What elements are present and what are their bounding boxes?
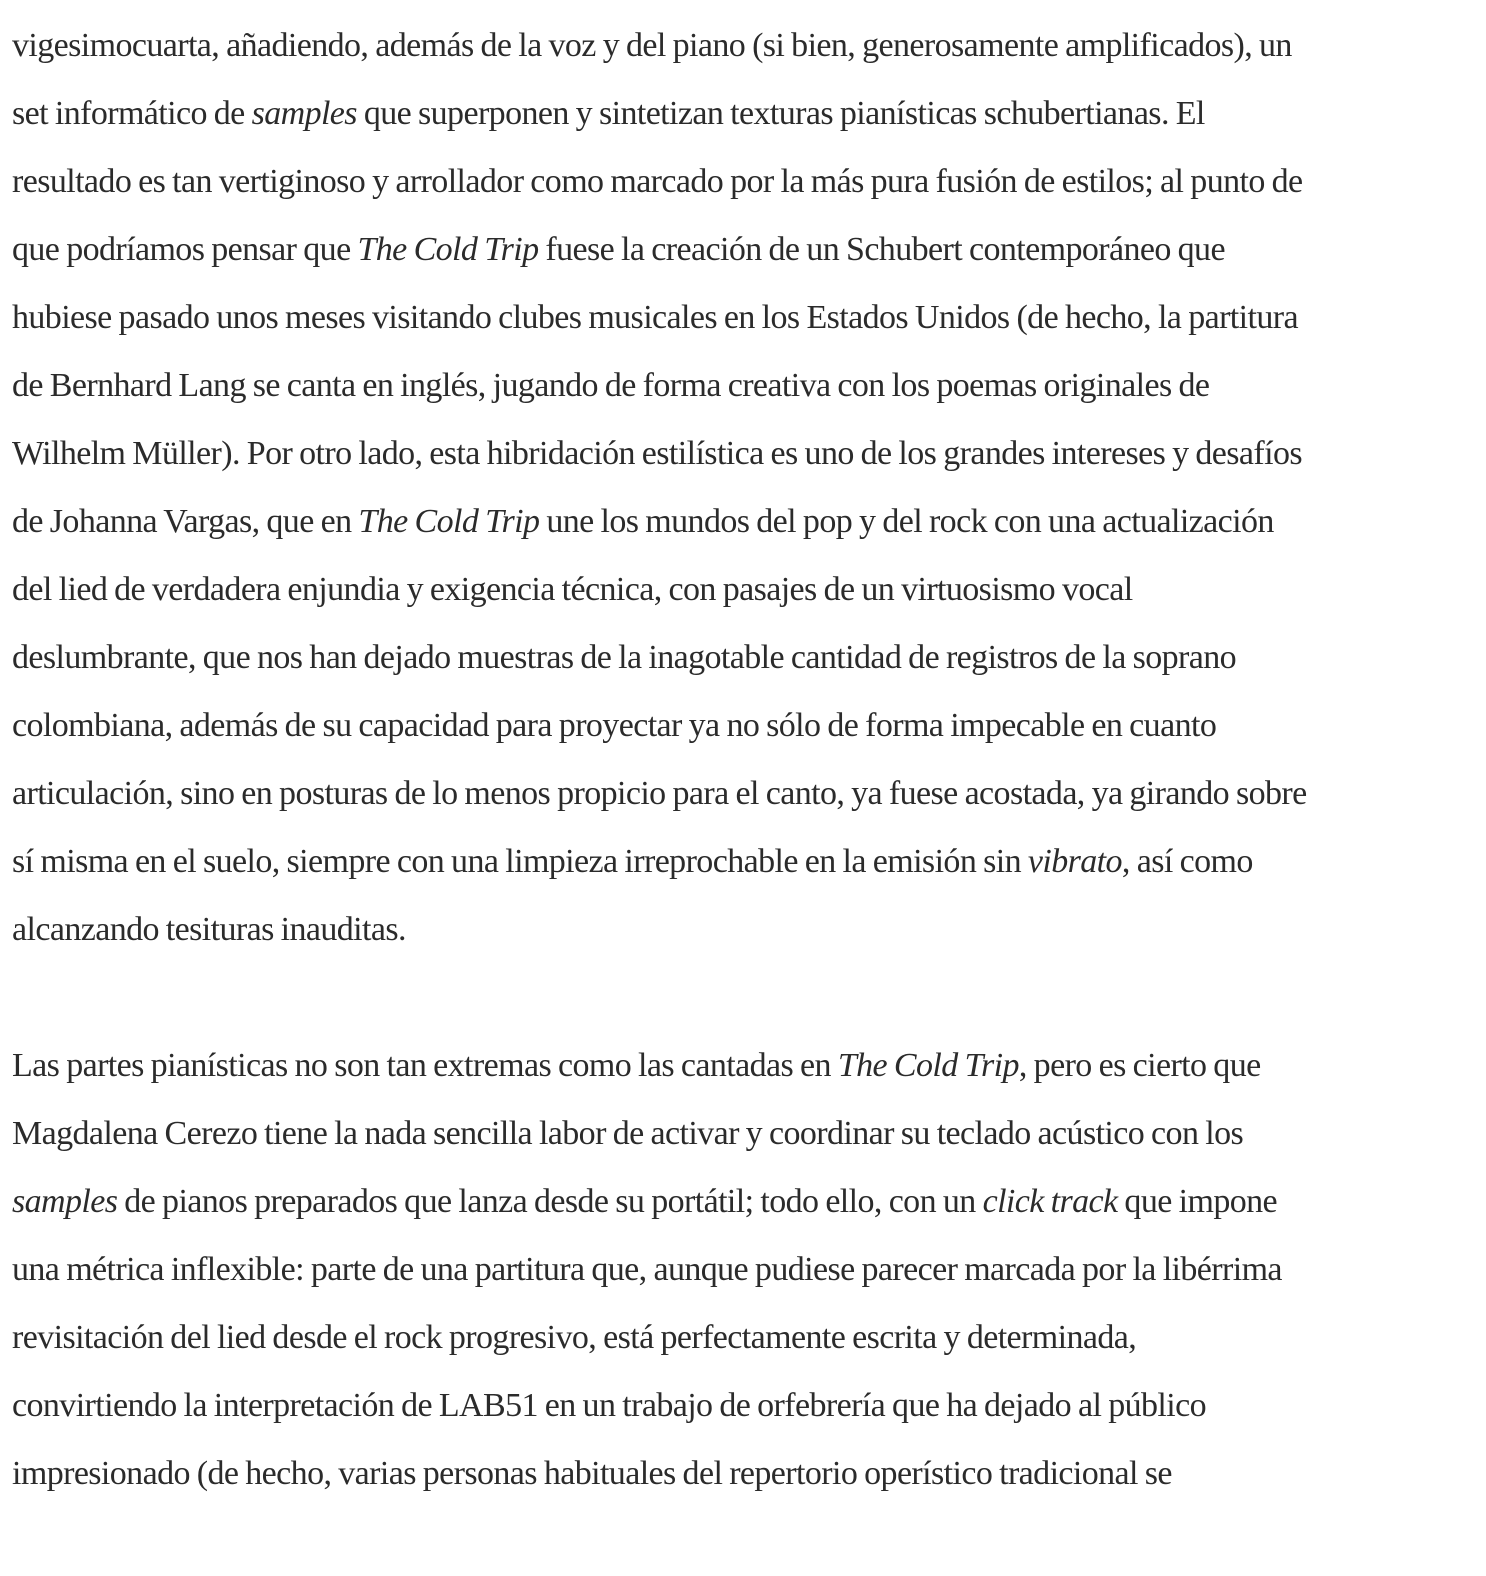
text-line (12, 12, 1472, 80)
italic-text: The Cold Trip (357, 231, 539, 268)
text-segment: del lied de verdadera enjundia y exigencia técnica, con pasajes de un virtuosismo vocal (12, 571, 1133, 608)
text-segment: alcanzando tesituras inauditas. (12, 911, 406, 948)
text-line (12, 1168, 1472, 1236)
text-segment: de pianos preparados que lanza desde su portátil; todo ello, con un (117, 1183, 983, 1220)
text-segment: colombiana, además de su capacidad para proyectar ya no sólo de forma impecable en cuanto (12, 707, 1217, 744)
text-line (12, 420, 1472, 488)
text-line (12, 1032, 1472, 1100)
text-segment: Wilhelm Müller). Por otro lado, esta hibridación estilística es uno de los grandes intereses y desafíos (12, 435, 1303, 472)
text-segment: convirtiendo la interpretación de LAB51 en un trabajo de orfebrería que ha dejado al público (12, 1387, 1206, 1424)
text-line (12, 556, 1472, 624)
text-segment: articulación, sino en posturas de lo menos propicio para el canto, ya fuese acostada, ya girando sobre (12, 775, 1307, 812)
text-segment: una métrica inflexible: parte de una partitura que, aunque pudiese parecer marcada por la libérrima (12, 1251, 1282, 1288)
text-segment: fuese la creación de un Schubert contemporáneo que (538, 231, 1225, 268)
text-line (12, 624, 1472, 692)
text-line (12, 352, 1472, 420)
text-segment: Magdalena Cerezo tiene la nada sencilla labor de activar y coordinar su teclado acústico con los (12, 1115, 1244, 1152)
text-line (12, 284, 1472, 352)
text-segment: hubiese pasado unos meses visitando clubes musicales en los Estados Unidos (de hecho, la partitura (12, 299, 1298, 336)
text-line (12, 80, 1472, 148)
article-body (12, 12, 1472, 1576)
italic-text: The Cold Trip (837, 1047, 1019, 1084)
text-segment: que impone (1117, 1183, 1278, 1220)
italic-text: samples (12, 1183, 118, 1220)
text-line (12, 1304, 1472, 1372)
italic-text: The Cold Trip (358, 503, 540, 540)
text-segment: Las partes pianísticas no son tan extremas como las cantadas en (12, 1047, 838, 1084)
text-segment: impresionado (de hecho, varias personas habituales del repertorio operístico tradicional se (12, 1455, 1172, 1492)
text-segment: resultado es tan vertiginoso y arrollador como marcado por la más pura fusión de estilos; al punto de (12, 163, 1303, 200)
italic-text: vibrato (1027, 843, 1122, 880)
text-line (12, 1100, 1472, 1168)
text-line (12, 692, 1472, 760)
text-line (12, 1440, 1472, 1508)
text-segment: sí misma en el suelo, siempre con una limpieza irreprochable en la emisión sin (12, 843, 1028, 880)
text-segment: , así como (1121, 843, 1253, 880)
text-segment: de Bernhard Lang se canta en inglés, jugando de forma creativa con los poemas originales de (12, 367, 1210, 404)
italic-text: click track (982, 1183, 1118, 1220)
paragraph (12, 12, 1472, 964)
text-line (12, 1372, 1472, 1440)
text-line (12, 896, 1472, 964)
text-segment: set informático de (12, 95, 252, 132)
text-segment: de Johanna Vargas, que en (12, 503, 359, 540)
text-line (12, 216, 1472, 284)
text-line (12, 828, 1472, 896)
text-segment: que superponen y sintetizan texturas pianísticas schubertianas. El (356, 95, 1205, 132)
text-line (12, 148, 1472, 216)
text-line (12, 488, 1472, 556)
paragraph (12, 1032, 1472, 1508)
text-segment: deslumbrante, que nos han dejado muestras de la inagotable cantidad de registros de la soprano (12, 639, 1237, 676)
text-segment: une los mundos del pop y del rock con una actualización (539, 503, 1274, 540)
text-segment: que podríamos pensar que (12, 231, 358, 268)
text-segment: , pero es cierto que (1018, 1047, 1261, 1084)
text-segment: revisitación del lied desde el rock progresivo, está perfectamente escrita y determinada, (12, 1319, 1137, 1356)
text-line (12, 760, 1472, 828)
italic-text: samples (251, 95, 357, 132)
text-segment: vigesimocuarta, añadiendo, además de la voz y del piano (si bien, generosamente amplificados), un (12, 27, 1292, 64)
text-line (12, 1236, 1472, 1304)
